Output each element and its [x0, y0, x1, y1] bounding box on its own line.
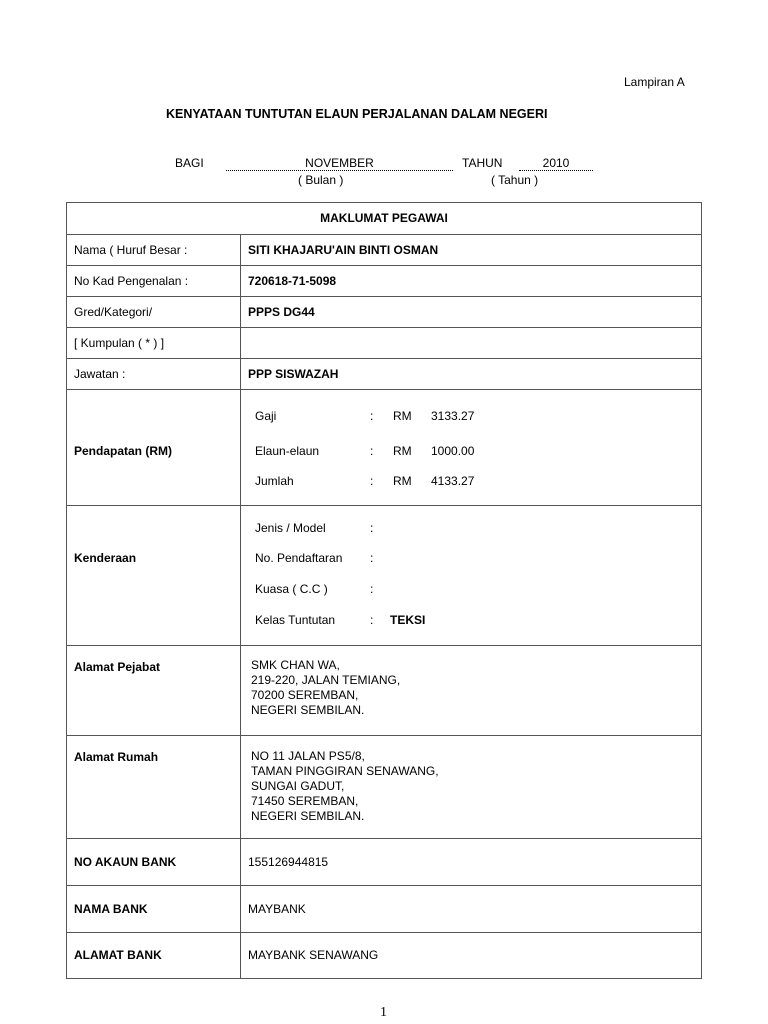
- kumpulan-label: [ Kumpulan ( * ) ]: [74, 336, 165, 350]
- table-rule: [66, 389, 702, 390]
- ic-value: 720618-71-5098: [248, 274, 337, 288]
- jawatan-label: Jawatan :: [74, 367, 126, 381]
- pendapatan-item-colon: :: [370, 474, 374, 488]
- lampiran-label: Lampiran A: [624, 75, 685, 89]
- tahun-caption: ( Tahun ): [491, 173, 539, 187]
- pendapatan-item-name: Elaun-elaun: [255, 444, 320, 458]
- table-rule: [66, 978, 702, 979]
- alamat-bank-label: ALAMAT BANK: [74, 948, 162, 962]
- gred-value: PPPS DG44: [248, 305, 315, 319]
- table-rule: [66, 358, 702, 359]
- bagi-label: BAGI: [175, 156, 204, 170]
- kenderaan-item-colon: :: [370, 613, 374, 627]
- kenderaan-item-colon: :: [370, 521, 374, 535]
- tahun-label: TAHUN: [462, 156, 503, 170]
- table-border-left: [66, 202, 67, 978]
- kenderaan-item-colon: :: [370, 582, 374, 596]
- bulan-caption: ( Bulan ): [298, 173, 344, 187]
- table-rule: [66, 645, 702, 646]
- page-number: 1: [380, 1005, 387, 1020]
- nama-value: SITI KHAJARU'AIN BINTI OSMAN: [248, 243, 439, 257]
- table-column-divider: [240, 234, 241, 978]
- alamat-bank-value: MAYBANK SENAWANG: [248, 948, 379, 962]
- table-rule: [66, 265, 702, 266]
- kenderaan-item-colon: :: [370, 551, 374, 565]
- pendapatan-item-colon: :: [370, 444, 374, 458]
- alamat-pejabat-label: Alamat Pejabat: [74, 660, 161, 674]
- pendapatan-item-amount: 1000.00: [431, 444, 475, 458]
- kenderaan-item-name: Kuasa ( C.C ): [255, 582, 328, 596]
- kenderaan-item-name: Jenis / Model: [255, 521, 326, 535]
- document-title: KENYATAAN TUNTUTAN ELAUN PERJALANAN DALAM NEGERI: [166, 107, 548, 121]
- nama-bank-label: NAMA BANK: [74, 902, 148, 916]
- alamat-rumah-value: NO 11 JALAN PS5/8, TAMAN PINGGIRAN SENAWANG, SUNGAI GADUT, 71450 SEREMBAN, NEGERI SEMBILAN.: [251, 749, 439, 823]
- akaun-label: NO AKAUN BANK: [74, 855, 177, 869]
- table-rule: [66, 838, 702, 839]
- kenderaan-label: Kenderaan: [74, 551, 137, 565]
- section-title: MAKLUMAT PEGAWAI: [320, 211, 448, 225]
- nama-label: Nama ( Huruf Besar :: [74, 243, 188, 257]
- nama-bank-value: MAYBANK: [248, 902, 306, 916]
- pendapatan-item-amount: 3133.27: [431, 409, 475, 423]
- pendapatan-label: Pendapatan (RM): [74, 444, 173, 458]
- table-rule: [66, 327, 702, 328]
- kenderaan-item-name: Kelas Tuntutan: [255, 613, 336, 627]
- bulan-field: [226, 156, 453, 171]
- table-rule: [66, 202, 702, 203]
- pendapatan-item-name: Jumlah: [255, 474, 294, 488]
- kenderaan-item-value: TEKSI: [390, 613, 426, 627]
- table-rule: [66, 296, 702, 297]
- table-rule: [66, 234, 702, 235]
- pendapatan-item-currency: RM: [393, 444, 412, 458]
- pendapatan-item-amount: 4133.27: [431, 474, 475, 488]
- pendapatan-item-currency: RM: [393, 409, 412, 423]
- gred-label: Gred/Kategori/: [74, 305, 153, 319]
- alamat-rumah-label: Alamat Rumah: [74, 750, 159, 764]
- table-rule: [66, 505, 702, 506]
- tahun-field: [519, 156, 593, 171]
- akaun-value: 155126944815: [248, 855, 329, 869]
- table-rule: [66, 735, 702, 736]
- pendapatan-item-colon: :: [370, 409, 374, 423]
- tahun-value: 2010: [542, 156, 570, 170]
- jawatan-value: PPP SISWAZAH: [248, 367, 339, 381]
- table-rule: [66, 932, 702, 933]
- table-rule: [66, 885, 702, 886]
- pendapatan-item-currency: RM: [393, 474, 412, 488]
- kenderaan-item-name: No. Pendaftaran: [255, 551, 343, 565]
- alamat-pejabat-value: SMK CHAN WA, 219-220, JALAN TEMIANG, 70200 SEREMBAN, NEGERI SEMBILAN.: [251, 658, 401, 717]
- bulan-value: NOVEMBER: [305, 156, 374, 170]
- ic-label: No Kad Pengenalan :: [74, 274, 189, 288]
- table-border-right: [701, 202, 702, 978]
- pendapatan-item-name: Gaji: [255, 409, 277, 423]
